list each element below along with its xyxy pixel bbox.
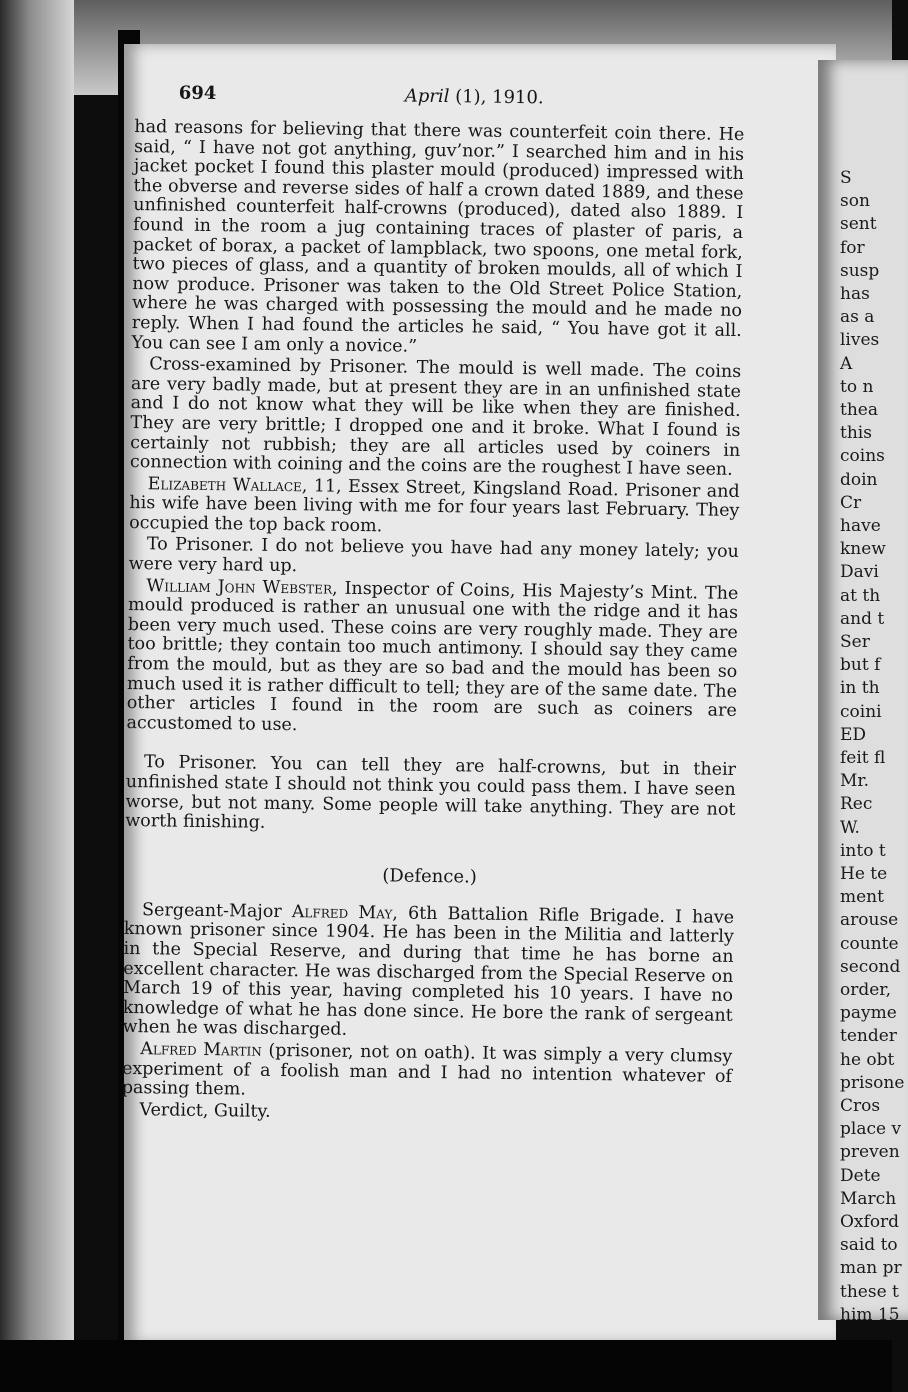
paragraph [122, 1040, 733, 1107]
paragraph [126, 577, 738, 742]
defence-body [121, 901, 734, 1128]
left-page-content [121, 78, 745, 1128]
right-page-fragment: counte [840, 933, 899, 954]
paragraph-text: , 6th Battalion Rifle Brigade. I have known prisoner since 1904. He has been in the Militia and latterly in the Special Reserve, and during that time he has borne an excellent character. He was discharged from the Special Reserve on March 19 of this year, having completed his 10 years. I have no knowledge of what he has done since. He bore the rank of sergeant when he was discharged. [122, 903, 735, 1041]
right-page-fragment: have [840, 516, 881, 536]
paragraph-text: , Inspector of Coins, His Majesty’s Mint. The mould produced is rather an unusual one with the ridge and it has been very much used. These coins are very roughly made. They are too brittle; they contain too much antimony. I should say they came from the mould, but as they are so bad and the mould has been so much used it is rather difficult to tell; they are of the same date. The other articles I found in the room are such as coiners are accustomed to use. [126, 578, 739, 735]
running-head-month: April [404, 85, 450, 108]
paragraph [129, 475, 740, 542]
scanner-background-left [0, 0, 74, 1392]
right-page-fragment: him 15 [840, 1304, 900, 1325]
paragraph-text: (prisoner, not on oath). It was simply a very clumsy experiment of a foolish man and I had no intention whatever of passing them. [121, 1040, 733, 1100]
right-page-fragment: Davi [840, 562, 879, 583]
right-page-fragment: place v [840, 1119, 902, 1140]
right-page-fragment: Ser [840, 632, 870, 652]
page-header [134, 78, 744, 126]
right-page-fragment: in th [840, 678, 880, 699]
right-page-fragment: second [840, 956, 901, 977]
right-page-fragment: to n [840, 376, 874, 397]
speaker-name: Alfred May [291, 901, 393, 924]
paragraph [131, 118, 744, 361]
right-page-fragment: March [840, 1188, 897, 1209]
right-page-fragment: order, [840, 980, 891, 1000]
right-page-fragment: into t [840, 840, 886, 861]
page-number: 694 [178, 82, 217, 105]
right-page-fragment: Cr [840, 492, 862, 513]
right-page-fragment: tender [840, 1026, 897, 1047]
paragraph-text: Cross-examined by Prisoner. The mould is well made. The coins are very badly made, but at present they are in an unfinished state and I do not know what they will be like when they are finished. They are very brittle; I dropped one and it broke. What I found is certainly not rubbish; they are all articles used by coiners in connection with coining and the coins are the roughest I have seen. [129, 354, 742, 480]
right-page-fragment: ED [840, 724, 867, 745]
right-page-fragment: has [840, 284, 870, 304]
right-page-fragment: as a [840, 307, 875, 328]
right-page-fragment: coins [840, 446, 885, 467]
speaker-name: Alfred Martin [140, 1039, 262, 1061]
right-page-fragment: He te [840, 864, 888, 884]
right-page-edge [818, 60, 908, 1325]
speaker-name: Elizabeth Wallace [147, 473, 302, 496]
paragraph [128, 535, 738, 582]
right-page-fragment: W. [840, 817, 860, 838]
right-page-fragment: Mr. [840, 771, 870, 792]
right-page-fragment: susp [840, 260, 880, 281]
right-page-fragment: Oxford [840, 1212, 900, 1232]
right-page-fragment: this [840, 423, 872, 444]
right-page-fragment: he obt [840, 1049, 895, 1070]
paragraph-text: To Prisoner. I do not believe you have had any money lately; you were very hard up. [128, 534, 739, 577]
right-page-fragment: S [840, 168, 852, 188]
paragraph-text: , 11, Essex Street, Kingsland Road. Prisoner and his wife have been living with me for four years last February. They occupied the top back room. [129, 475, 740, 537]
paragraph [122, 901, 734, 1046]
running-head-date: (1), 1910. [449, 86, 544, 109]
right-page-fragment: preven [840, 1142, 900, 1163]
running-head [405, 86, 544, 109]
right-page-fragment: said to [840, 1235, 898, 1256]
right-page-fragment: ment [840, 887, 884, 908]
paragraph-text: Verdict, Guilty. [139, 1099, 271, 1122]
right-page-fragment: coini [840, 701, 882, 722]
right-page-fragment: man pr [840, 1258, 902, 1279]
paragraph [125, 753, 736, 839]
right-page-fragment: and t [840, 608, 885, 629]
right-page-fragment: feit fl [840, 748, 886, 768]
right-page-fragment: thea [840, 400, 878, 420]
right-page-fragment: but f [840, 655, 881, 676]
paragraph-text: To Prisoner. You can tell they are half-crowns, but in their unfinished state I should not think you could pass them. I have seen worse, but not many. Some people will take anything. They are not worth finishing. [125, 752, 737, 833]
page-body [125, 118, 744, 840]
right-page-fragment: Dete [840, 1165, 881, 1186]
speaker-title: Sergeant-Major [141, 899, 292, 922]
right-page-fragment: knew [840, 539, 886, 560]
right-page-fragment: Rec [840, 794, 873, 815]
paragraph [130, 355, 741, 481]
section-heading: (Defence.) [382, 865, 477, 888]
speaker-name: William John Webster [146, 575, 333, 599]
right-page-fragment: sent [840, 214, 877, 235]
right-page-fragment: arouse [840, 910, 899, 931]
right-page-fragment: doin [840, 469, 878, 490]
right-page-fragment: A [840, 353, 853, 374]
paragraph-text: had reasons for believing that there was counterfeit coin there. He said, “ I have not got anything, guv’nor.” I searched him and in his jacket pocket I found this plaster mould (produced) impressed with the obverse and reverse sides of half a crown dated 1889, and these unfinished counterfeit half-crowns (produced), dated also 1889. I found in the room a jug containing traces of plaster of paris, a packet of borax, a packet of lampblack, two spoons, one metal fork, two pieces of glass, and a quantity of broken moulds, all of which I now produce. Prisoner was taken to the Old Street Police Station, where he was charged with possessing the mould and he made no reply. When I had found the articles he said, “ You have got it all. You can see I am only a novice.” [131, 116, 745, 357]
right-page-fragment: prisone [840, 1072, 905, 1093]
right-page-fragment: Cros [840, 1096, 881, 1116]
right-page-fragment: lives [840, 330, 880, 351]
right-page-fragment: for [840, 237, 865, 258]
scanner-background-bottom [0, 1340, 892, 1392]
right-page-fragment: these t [840, 1281, 899, 1302]
right-page-fragment: payme [840, 1003, 897, 1024]
right-page-fragment: at th [840, 585, 881, 606]
right-page-fragment: son [840, 191, 870, 212]
